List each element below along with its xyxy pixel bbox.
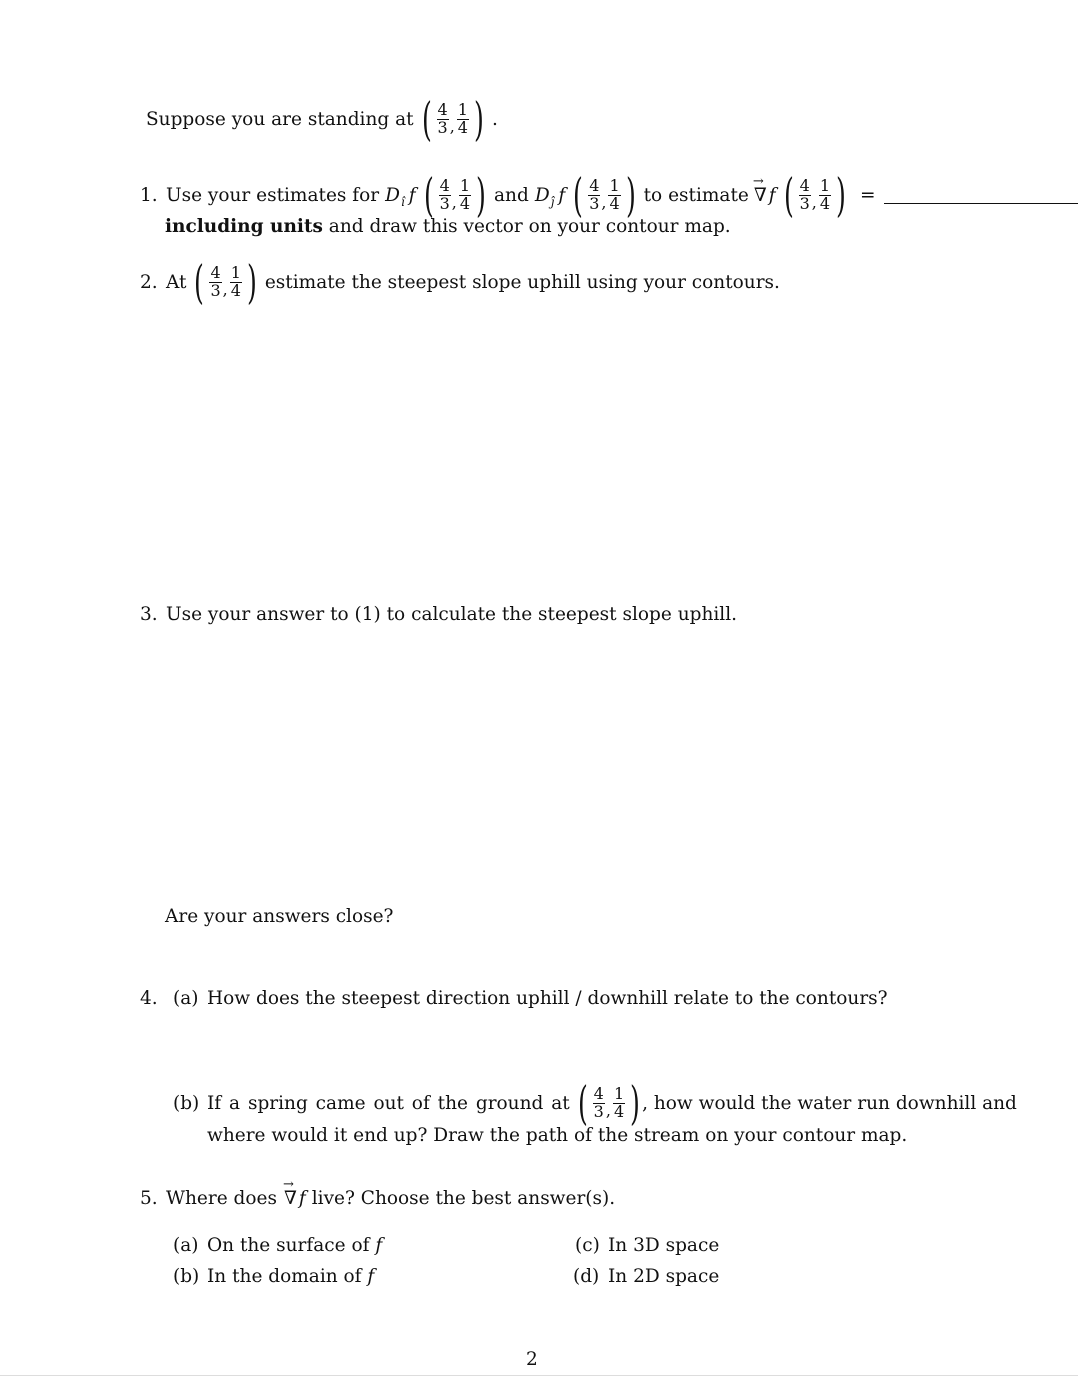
option-var: f: [367, 1266, 375, 1287]
q5-option-b[interactable]: [173, 1266, 374, 1287]
option-text: In 2D space: [608, 1266, 720, 1287]
q3-text: Use your answer to (1) to calculate the steepest slope uphill.: [166, 604, 737, 625]
point-expression: ( $\frac{4}{3}$ , $\frac{1}{4}$ ): [573, 168, 636, 222]
q1-bold-text: including units: [165, 216, 323, 237]
q5-option-a[interactable]: [173, 1235, 382, 1256]
frac-num: 1: [230, 262, 241, 282]
frac-num: 1: [819, 175, 831, 195]
frac-num: 4: [439, 175, 450, 195]
di-operator: [385, 184, 405, 209]
q3-line: [140, 604, 737, 625]
j-hat: ĵ: [550, 194, 555, 209]
i-hat: î: [400, 194, 405, 209]
frac-num: 4: [589, 175, 600, 195]
frac-den: 4: [230, 280, 241, 300]
point-expression: ( $\frac{4}{3}$ , $\frac{1}{4}$ ): [194, 255, 257, 309]
intro-line: [146, 92, 498, 146]
q4-b-line-1: [173, 1076, 1017, 1130]
frac-den: 3: [799, 193, 810, 213]
frac-den: 4: [613, 1101, 625, 1121]
f-symbol: f: [558, 184, 566, 206]
q3-followup: Are your answers close?: [165, 906, 394, 927]
q1-line-2: [165, 216, 731, 237]
frac-den: 3: [589, 193, 600, 213]
option-label: (d): [573, 1266, 600, 1287]
q2-text: estimate the steepest slope uphill using your contours.: [264, 271, 780, 293]
vector-arrow: →: [752, 173, 764, 189]
frac-den: 3: [439, 193, 450, 213]
frac-num: 4: [799, 175, 810, 195]
option-label: (b): [173, 1266, 200, 1287]
point-expression: ( $\frac{4}{3}$ , $\frac{1}{4}$ ): [577, 1076, 641, 1130]
q1-number: 1.: [140, 184, 158, 206]
q1-line-1: [140, 168, 1078, 222]
frac-num: 1: [457, 99, 468, 119]
option-text: In 3D space: [608, 1235, 720, 1256]
nabla: ∇: [753, 184, 767, 206]
frac-num: 1: [609, 175, 620, 195]
q4-b-text-1: If a spring came out of the ground at: [207, 1092, 570, 1114]
frac-den: 4: [819, 193, 831, 213]
point-expression: ( $\frac{4}{3}$ , $\frac{1}{4}$ ): [421, 92, 484, 146]
frac-den: 3: [437, 117, 448, 137]
q5-line: [140, 1177, 616, 1209]
q4-b-label: (b): [173, 1092, 200, 1114]
gradient-symbol: [752, 173, 767, 206]
q1-rest-text: and draw this vector on your contour map.: [328, 216, 731, 237]
d-symbol: D: [385, 184, 400, 206]
and-text: and: [494, 184, 529, 206]
q5-option-c[interactable]: [575, 1235, 719, 1256]
q5-pre: Where does: [166, 1188, 277, 1209]
q4-a-label: (a): [173, 988, 199, 1009]
to-estimate-text: to estimate: [643, 184, 749, 206]
option-label: (c): [575, 1235, 600, 1256]
intro-text: Suppose you are standing at: [146, 108, 414, 130]
q2-at: At: [166, 271, 187, 293]
nabla: ∇: [283, 1188, 297, 1209]
q4-number: 4.: [140, 988, 158, 1009]
frac-num: 4: [593, 1083, 604, 1103]
point-expression: ( $\frac{4}{3}$ , $\frac{1}{4}$ ): [783, 168, 846, 222]
frac-den: 4: [459, 193, 471, 213]
answer-blank[interactable]: [884, 203, 1078, 204]
vector-arrow: →: [282, 1177, 294, 1192]
q2-number: 2.: [140, 271, 158, 293]
frac-num: 1: [459, 175, 471, 195]
equals-sign: =: [859, 184, 876, 206]
frac-den: 3: [593, 1101, 604, 1121]
intro-period: .: [491, 108, 498, 130]
q1-text-1: Use your estimates for: [166, 184, 380, 206]
q5-number: 5.: [140, 1188, 158, 1209]
option-text: On the surface of: [207, 1235, 370, 1256]
gradient-symbol: [282, 1177, 297, 1209]
q3-number: 3.: [140, 604, 158, 625]
q5-post: live? Choose the best answer(s).: [311, 1188, 616, 1209]
page-number: 2: [526, 1349, 538, 1370]
q4-b-text-2: , how would the water run downhill and: [642, 1092, 1017, 1114]
f-symbol: f: [408, 184, 416, 206]
frac-den: 4: [457, 117, 468, 137]
f-symbol: f: [298, 1188, 306, 1209]
frac-num: 1: [613, 1083, 625, 1103]
f-symbol: f: [768, 184, 776, 206]
q4-a-line: [140, 988, 888, 1009]
option-var: f: [375, 1235, 383, 1256]
d-symbol: D: [534, 184, 550, 206]
q5-option-d[interactable]: [573, 1266, 719, 1287]
q4-b-line-2: where would it end up? Draw the path of the stream on your contour map.: [207, 1125, 908, 1146]
option-text: In the domain of: [207, 1266, 362, 1287]
q4-a-text: How does the steepest direction uphill / downhill relate to the contours?: [207, 988, 888, 1009]
frac-den: 4: [609, 193, 620, 213]
point-expression: ( $\frac{4}{3}$ , $\frac{1}{4}$ ): [423, 168, 486, 222]
frac-num: 4: [437, 99, 448, 119]
option-label: (a): [173, 1235, 199, 1256]
frac-num: 4: [210, 262, 221, 282]
frac-den: 3: [210, 280, 221, 300]
page-bottom-edge: [0, 1375, 1078, 1376]
q2-line: [140, 255, 780, 309]
dj-operator: [534, 184, 555, 209]
